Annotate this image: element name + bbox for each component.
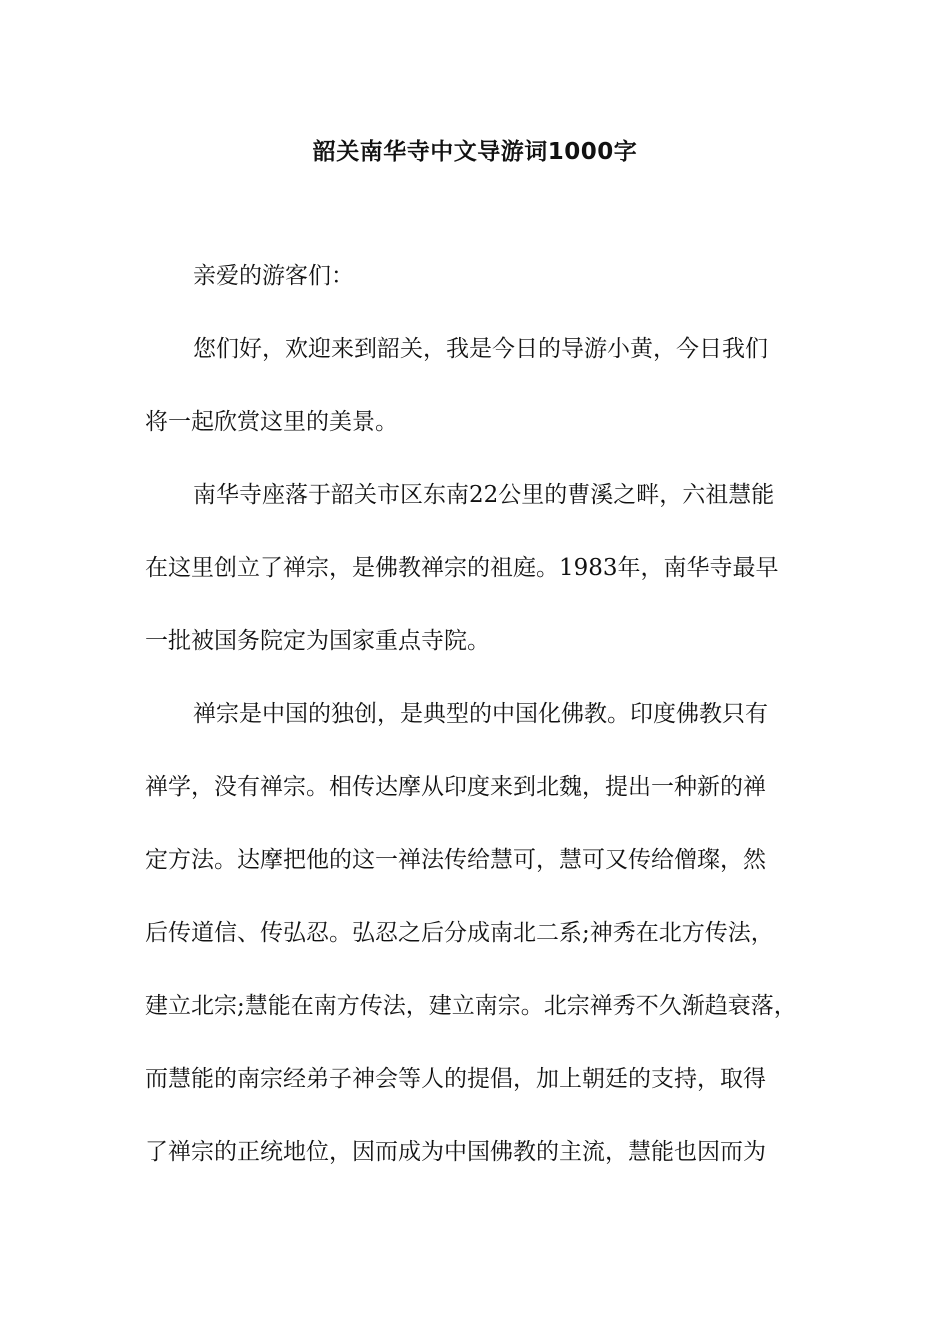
text-line: 禅学，没有禅宗。相传达摩从印度来到北魏，提出一种新的禅 xyxy=(145,774,766,800)
text-line: 南华寺座落于韶关市区东南22公里的曹溪之畔，六祖慧能 xyxy=(193,482,775,508)
text-line: 定方法。达摩把他的这一禅法传给慧可，慧可又传给僧璨，然 xyxy=(145,847,766,873)
text-line: 在这里创立了禅宗，是佛教禅宗的祖庭。1983年，南华寺最早 xyxy=(145,555,779,581)
text-line: 您们好，欢迎来到韶关，我是今日的导游小黄，今日我们 xyxy=(193,336,768,362)
paragraph-2 xyxy=(145,331,825,440)
paragraph-1 xyxy=(145,258,825,294)
text-line: 建立北宗;慧能在南方传法，建立南宗。北宗禅秀不久渐趋衰落， xyxy=(145,993,797,1019)
paragraph-3 xyxy=(145,477,825,659)
document-body xyxy=(145,258,825,1207)
text-line: 将一起欣赏这里的美景。 xyxy=(145,409,398,435)
document-title: 韶关南华寺中文导游词1000字 xyxy=(312,139,638,165)
text-line: 而慧能的南宗经弟子神会等人的提倡，加上朝廷的支持，取得 xyxy=(145,1066,766,1092)
text-line: 禅宗是中国的独创，是典型的中国化佛教。印度佛教只有 xyxy=(193,701,768,727)
paragraph-4 xyxy=(145,696,825,1170)
text-line: 了禅宗的正统地位，因而成为中国佛教的主流，慧能也因而为 xyxy=(145,1139,766,1165)
text-line: 亲爱的游客们： xyxy=(193,263,354,289)
text-line: 一批被国务院定为国家重点寺院。 xyxy=(145,628,490,654)
text-line: 后传道信、传弘忍。弘忍之后分成南北二系;神秀在北方传法， xyxy=(145,920,774,946)
